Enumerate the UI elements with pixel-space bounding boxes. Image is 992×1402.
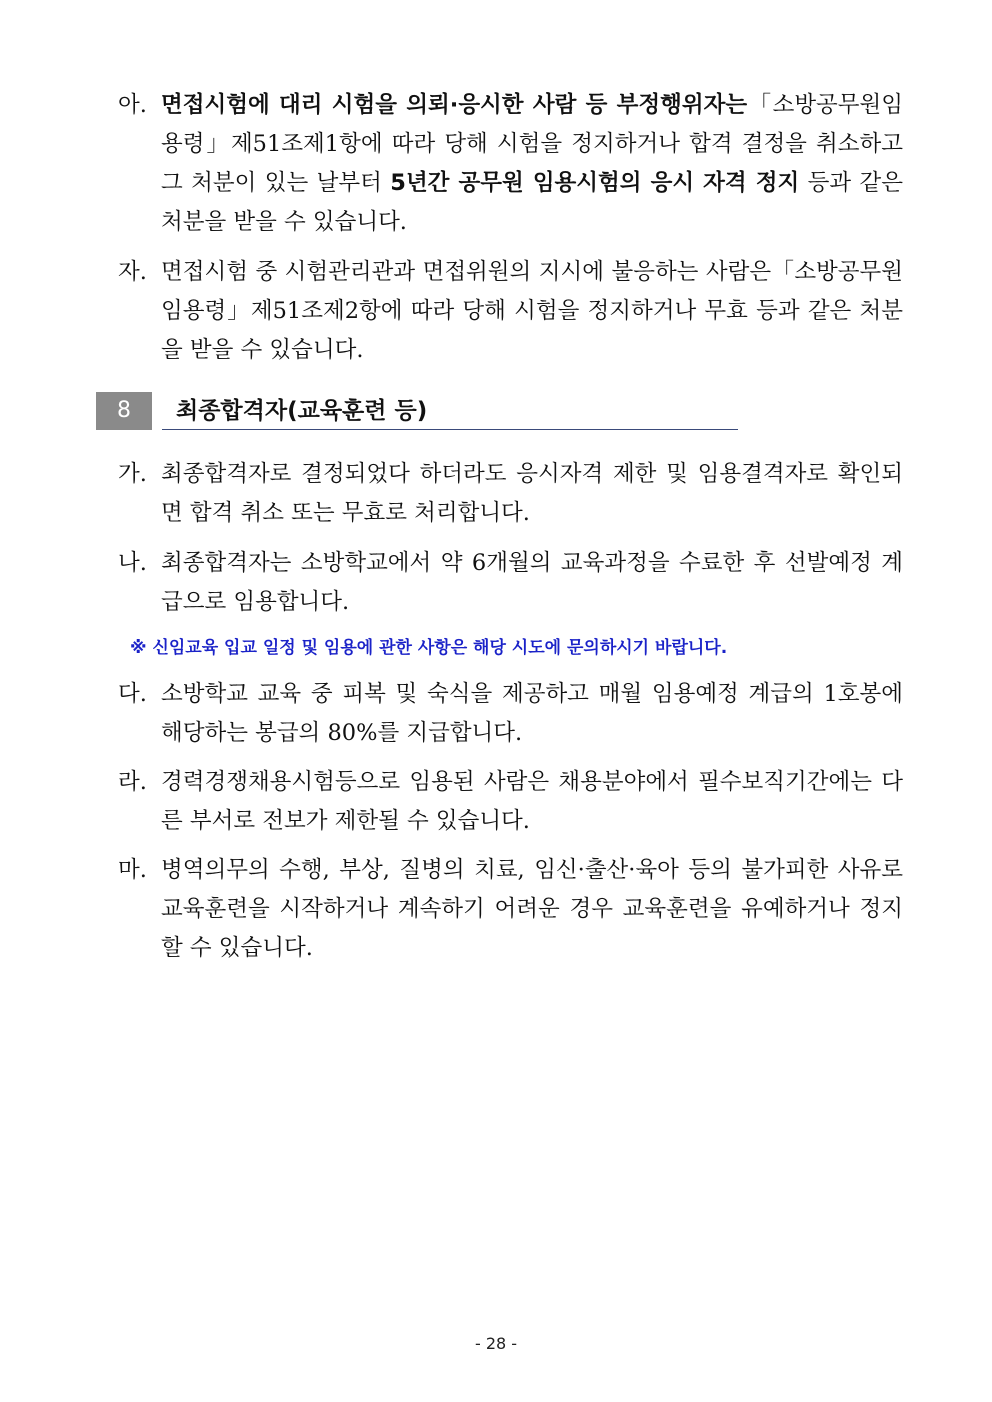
list-item-text: 최종합격자로 결정되었다 하더라도 응시자격 제한 및 임용결격자로 확인되면 합격 취소 또는 무효로 처리합니다. xyxy=(161,461,903,526)
bold-phrase: 5년간 공무원 임용시험의 응시 자격 정지 xyxy=(390,170,800,196)
list-item-da xyxy=(118,675,903,753)
list-item-text xyxy=(118,86,903,242)
bold-phrase: 면접시험에 대리 시험을 의뢰·응시한 사람 등 부정행위자는 xyxy=(161,92,748,118)
list-item-text: 경력경쟁채용시험등으로 임용된 사람은 채용분야에서 필수보직기간에는 다른 부서로 전보가 제한될 수 있습니다. xyxy=(161,769,903,834)
section-title: 최종합격자(교육훈련 등) xyxy=(176,398,428,424)
notice-text: ※ 신임교육 입교 일정 및 임용에 관한 사항은 해당 시도에 문의하시기 바랍니다. xyxy=(130,638,728,658)
list-item-ma xyxy=(118,851,903,968)
list-item-na xyxy=(118,544,903,622)
list-item-text: 면접시험 중 시험관리관과 면접위원의 지시에 불응하는 사람은「소방공무원임용령」제51조제2항에 따라 당해 시험을 정지하거나 무효 등과 같은 처분을 받을 수 있습니다. xyxy=(161,259,903,363)
section-number-badge: 8 xyxy=(96,392,152,430)
list-marker: 나. xyxy=(118,550,147,576)
list-item-a xyxy=(118,86,903,242)
list-item-ga xyxy=(118,455,903,533)
list-item-ra xyxy=(118,763,903,841)
list-item-ja xyxy=(118,253,903,370)
text-run: 등과 같은 처분을 받을 수 있습니다. xyxy=(161,170,903,235)
list-marker: 마. xyxy=(118,857,147,883)
section-header xyxy=(96,392,741,432)
text-run: 「소방공무원임용령」제51조제1항에 따라 당해 시험을 정지하거나 합격 결정을 취소하고 그 처분이 있는 날부터 xyxy=(161,92,903,196)
list-item-text: 병역의무의 수행, 부상, 질병의 치료, 임신·출산·육아 등의 불가피한 사유로 교육훈련을 시작하거나 계속하기 어려운 경우 교육훈련을 유예하거나 정지할 수 있습니다. xyxy=(161,857,903,961)
list-marker: 아. xyxy=(118,92,147,118)
page-number: - 28 - xyxy=(474,1334,518,1353)
list-item-text: 소방학교 교육 중 피복 및 숙식을 제공하고 매월 임용예정 계급의 1호봉에 해당하는 봉급의 80%를 지급합니다. xyxy=(161,681,903,746)
list-marker: 다. xyxy=(118,681,147,707)
list-marker: 자. xyxy=(118,259,147,285)
list-marker: 라. xyxy=(118,769,147,795)
list-marker: 가. xyxy=(118,461,147,487)
section-underline xyxy=(162,429,738,430)
list-item-text: 최종합격자는 소방학교에서 약 6개월의 교육과정을 수료한 후 선발예정 계급으로 임용합니다. xyxy=(161,550,903,615)
